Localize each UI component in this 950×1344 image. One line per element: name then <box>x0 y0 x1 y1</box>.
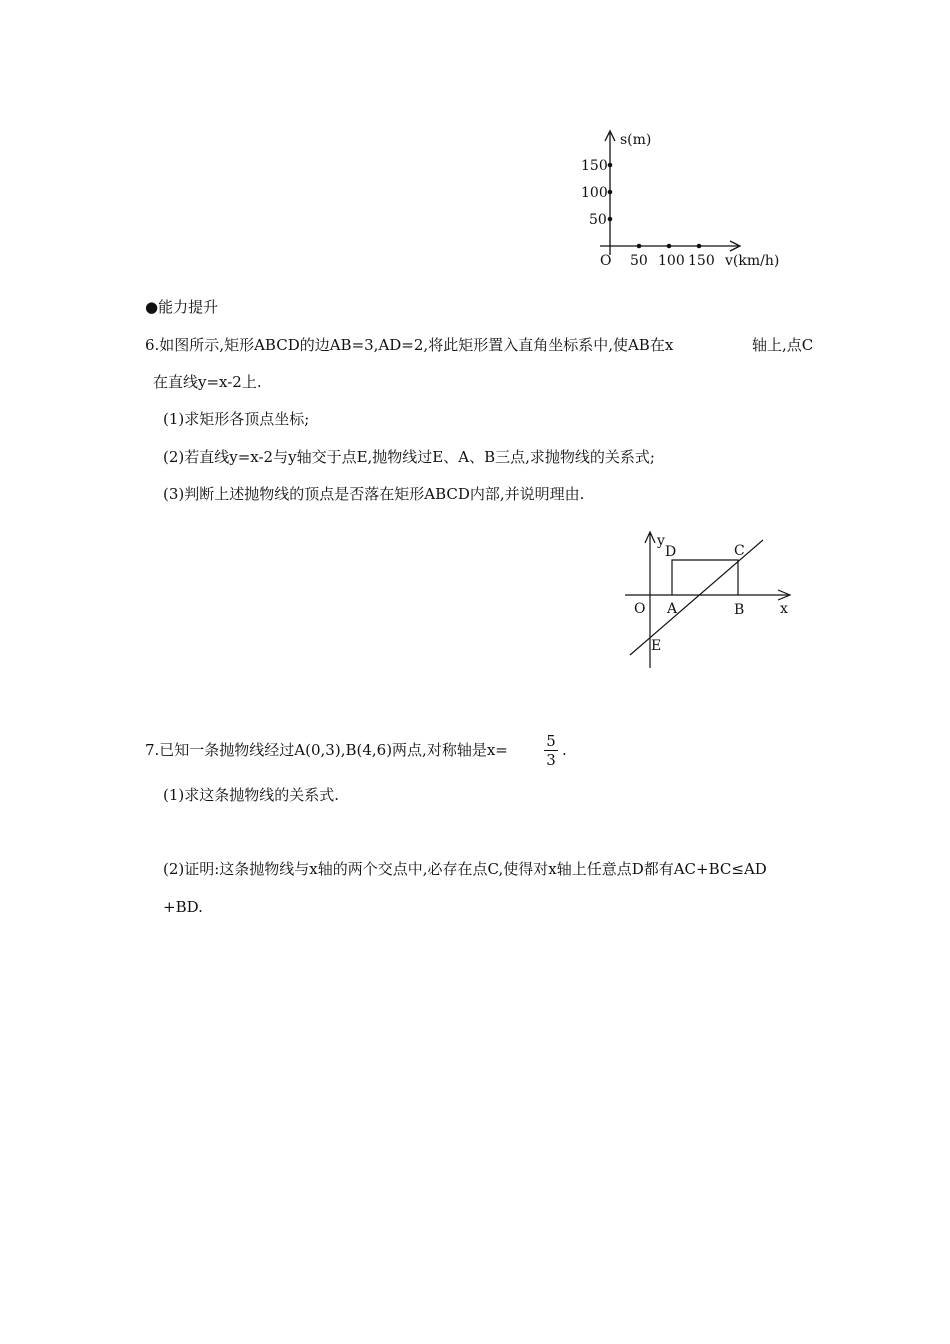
label-D: D <box>665 544 677 560</box>
q7-line1-prefix: 7.已知一条抛物线经过A(0,3),B(4,6)两点,对称轴是x= <box>145 741 508 759</box>
fraction-numerator: 5 <box>546 732 556 750</box>
y-axis-label: s(m) <box>620 132 652 148</box>
label-A: A <box>667 601 678 617</box>
y-tick-100: 100 <box>581 185 608 201</box>
symmetry-axis-fraction <box>544 733 558 768</box>
x-tick-100: 100 <box>658 253 685 269</box>
q6-line2: 在直线y=x-2上. <box>153 373 262 391</box>
point-x-50 <box>637 244 642 249</box>
fraction-denominator: 3 <box>546 751 556 769</box>
q7-sub2a: (2)证明:这条抛物线与x轴的两个交点中,必存在点C,使得对x轴上任意点D都有AC+BC≤AD <box>163 860 767 878</box>
q6-sub1: (1)求矩形各顶点坐标; <box>163 410 310 428</box>
point-y-100 <box>608 190 613 195</box>
point-y-50 <box>608 217 613 222</box>
q6-line1a: 6.如图所示,矩形ABCD的边AB=3,AD=2,将此矩形置入直角坐标系中,使AB在x <box>145 336 674 354</box>
label-y: y <box>657 533 665 549</box>
label-B: B <box>734 602 745 618</box>
q6-sub2: (2)若直线y=x-2与y轴交于点E,抛物线过E、A、B三点,求抛物线的关系式; <box>163 448 655 466</box>
q7-sub1: (1)求这条抛物线的关系式. <box>163 786 340 804</box>
label-O: O <box>634 601 646 617</box>
x-axis-label: v(km/h) <box>725 253 780 269</box>
section-heading: ●能力提升 <box>145 298 219 316</box>
point-x-100 <box>667 244 672 249</box>
y-tick-50: 50 <box>589 212 607 228</box>
point-x-150 <box>697 244 702 249</box>
q6-line1b: 轴上,点C <box>752 336 814 354</box>
point-y-150 <box>608 163 613 168</box>
q7-sub2b: +BD. <box>163 898 203 916</box>
x-tick-50: 50 <box>630 253 648 269</box>
label-E: E <box>651 638 662 654</box>
q6-sub3: (3)判断上述抛物线的顶点是否落在矩形ABCD内部,并说明理由. <box>163 485 585 503</box>
label-C: C <box>734 543 745 559</box>
q7-line1-suffix: . <box>562 741 567 759</box>
y-tick-150: 150 <box>581 158 608 174</box>
label-x: x <box>780 601 788 617</box>
x-tick-150: 150 <box>688 253 715 269</box>
speed-distance-graph <box>580 125 800 275</box>
rectangle-line-graph <box>620 528 820 678</box>
origin-label: O <box>600 253 612 269</box>
